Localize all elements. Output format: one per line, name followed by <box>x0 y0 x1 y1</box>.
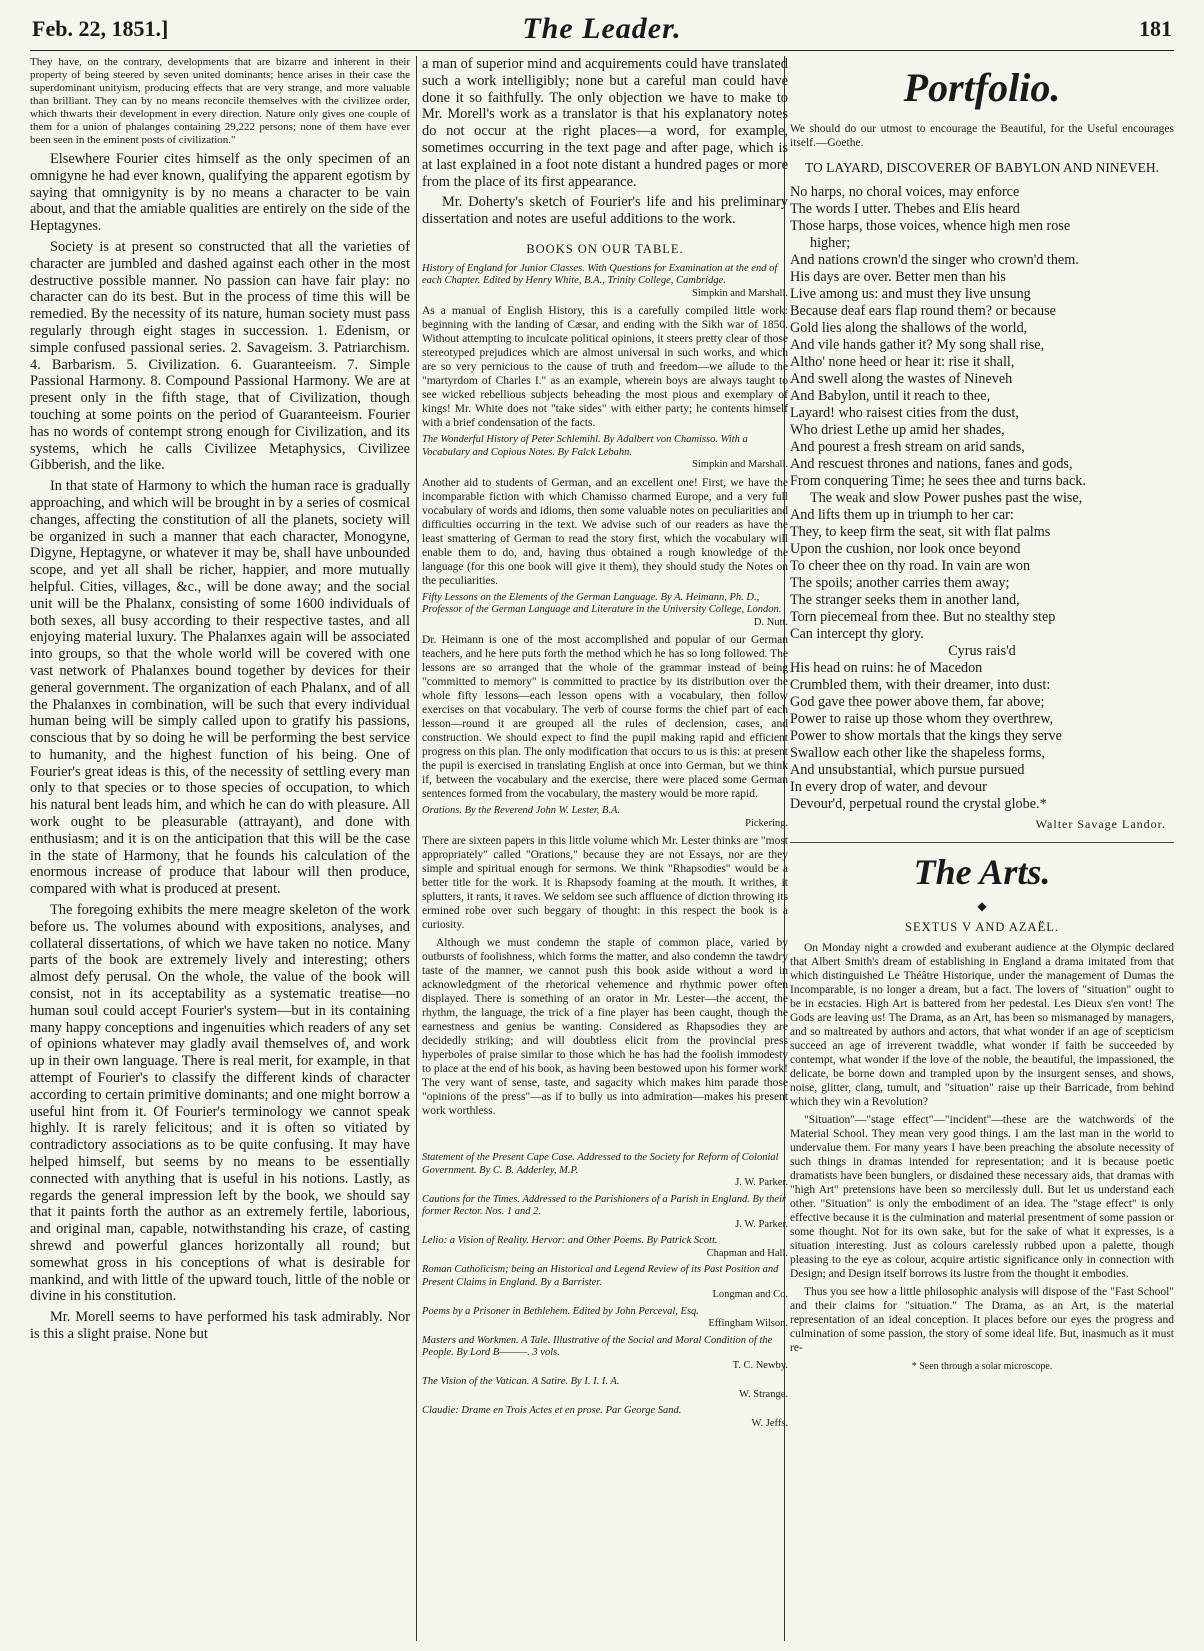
poem-line: Layard! who raisest cities from the dust, <box>790 404 1019 421</box>
book-publisher: W. Strange. <box>739 1388 788 1400</box>
poem-line: And nations crown'd the singer who crown'd them. <box>790 251 1079 268</box>
book-entry <box>422 592 788 630</box>
poem-line: Crumbled them, with their dreamer, into dust: <box>790 676 1051 693</box>
poem-line: higher; <box>810 234 851 251</box>
article-paragraph: Thus you see how a little philosophic analysis will dispose of the "Fast School" and their claims for "situation." The Drama, as an Art, is the material representation of an ideal conception. It places before our eyes the progress and culmination of some passion, the story of some ideal life. But, inasmuch as it must re- <box>790 1285 1174 1354</box>
poem-line: Swallow each other like the shapeless forms, <box>790 744 1045 761</box>
column-divider <box>416 56 417 1641</box>
book-publisher: W. Jeffs. <box>751 1417 788 1429</box>
poem-line: The spoils; another carries them away; <box>790 574 1010 591</box>
poem-line: To cheer thee on thy road. In vain are won <box>790 557 1031 574</box>
book-review: There are sixteen papers in this little volume which Mr. Lester thinks are "most appropriately" called "Orations," because they are not Essays, nor are they simple and spiritual enough for sermons. We think "Rhapsodies" would be a better title for the work. It is Rhapsody foaming at the mouth. It writhes, it splutters, it rants, it raves. We seldom see such affluence of diction throwing its ermined robe over such beggary of thought: in this respect the book is a curiosity. <box>422 835 788 932</box>
poem-line: From conquering Time; he sees thee and turns back. <box>790 472 1086 489</box>
page-number: 181 <box>1139 16 1172 41</box>
poem-line: And swell along the wastes of Nineveh <box>790 370 1013 387</box>
poem-author: Walter Savage Landor. <box>1035 816 1166 831</box>
book-review: Although we must condemn the staple of common place, varied by outbursts of foolishness, which forms the matter, and also condemn the tawdry taste of the manner, we cannot push this book aside without a word in acknowledgment of the rhetorical vehemence and rhythmic power often displayed. There is something of an orator in Mr. Lester—the accent, the rhythm, the language, the trick of a fine player has been caught, though the earnestness and genius be wanting. Considered as Rhapsodies they are decidedly striking; and will doubtless elicit from the provincial press hyperboles of praise similar to those which he has had the foolish immodesty to place at the end of his book, as having been bestowed upon his former work! The very want of sense, taste, and sagacity which makes him parade those "opinions of the press"—as if to bully us into admiration—makes his present work worthless. <box>422 937 788 1118</box>
poem-line: Gold lies along the shallows of the world, <box>790 319 1028 336</box>
article-paragraph: Elsewhere Fourier cites himself as the only specimen of an omnigyne he had ever known, qualifying the apparent egotism by saying that omnigynity is by no means a character to be vain about, and that the amiable qualities are entirely on the side of the Heptagynes. <box>30 151 410 235</box>
poem-line: God gave thee power above them, far above; <box>790 693 1045 710</box>
book-title: Poems by a Prisoner in Bethlehem. Edited by John Perceval, Esq. <box>422 1305 699 1317</box>
poem-line: Altho' none heed or hear it: rise it shall, <box>790 353 1015 370</box>
poem-line: Those harps, those voices, whence high men rose <box>790 217 1071 234</box>
book-review: Another aid to students of German, and an excellent one! First, we have the incomparable fiction with which Chamisso charmed Europe, and a very full vocabulary of words and idioms, then some valuable notes on peculiarities and difficulties occurring in the text. We advise such of our readers as have the least smattering of German to read the story first, which the vocabulary will enable them to do, and, having thus obtained a rough knowledge of the language (for this one book will give it them), they should study the Notes on the peculiarities. <box>422 476 788 587</box>
poem-line: And unsubstantial, which pursue pursued <box>790 761 1025 778</box>
poem-line: Power to show mortals that the kings they serve <box>790 727 1062 744</box>
article-paragraph: On Monday night a crowded and exuberant audience at the Olympic declared that Albert Smith's dream of establishing in England a drama imitated from that which distinguished Le Théâtre Historique, under the management of Dumas the Incomparable, is no longer a dream, but a fact. The lovers of "situation" ought to be in ecstacies. High Art is battered from her pedestal. Les Dieux s'en vont! The Gods are leaving us! The Drama, as an Art, has been so mismanaged by managers, and so maltreated by authors and actors, that what wonder if an age of scepticism succeed an age of irreverent twaddle, what wonder if faith be succeeded by contempt, what wonder if the love of the noble, the beautiful, the impassioned, the delicate, be borne down and trampled upon by the insurgent senses, and shows, noise, glitter, clang, tumult, and "situation" raise up their Barricade, from behind which they win a Revolution? <box>790 941 1174 1108</box>
book-entry <box>422 1335 788 1373</box>
poem-line: The stranger seeks them in another land, <box>790 591 1020 608</box>
book-entry <box>422 1194 788 1232</box>
article-title: SEXTUS V AND AZAËL. <box>905 919 1059 934</box>
book-entry <box>422 1306 788 1331</box>
portfolio-heading: Portfolio. <box>903 65 1061 110</box>
poem-line: Can intercept thy glory. <box>790 625 924 642</box>
poem-line: Torn piecemeal from thee. But no stealthy step <box>790 608 1056 625</box>
poem-title: TO LAYARD, DISCOVERER OF BABYLON AND NINEVEH. <box>804 160 1160 175</box>
poem-line: Power to raise up those whom they overthrew, <box>790 710 1054 727</box>
poem-line: The weak and slow Power pushes past the wise, <box>810 489 1083 506</box>
poem-line: Upon the cushion, nor look once beyond <box>790 540 1021 557</box>
poem-line: They, to keep firm the seat, sit with flat palms <box>790 523 1051 540</box>
footnote: * Seen through a solar microscope. <box>911 1360 1053 1372</box>
book-title: Statement of the Present Cape Case. Addressed to the Society for Reform of Colonial Government. By C. B. Adderley, M.P. <box>422 1152 779 1176</box>
book-publisher: Pickering. <box>745 817 788 829</box>
ornament-icon: ◆ <box>977 898 987 913</box>
portfolio-motto: We should do our utmost to encourage the Beautiful, for the Useful encourages itself.—Goethe. <box>790 123 1174 149</box>
book-publisher: J. W. Parker. <box>735 1177 788 1189</box>
article-paragraph: Society is at present so constructed that all the varieties of character are jumbled and dashed against each other in the most destructive possible manner. No passion can have fair play: no character can do its best. But in the process of time this will be remedied. By the necessity of its nature, human society must pass regularly through eight stages in succession. 1. Edenism, or simple confused passional series. 2. Savageism. 3. Patriarchism. 4. Barbarism. 5. Civilization. 6. Guaranteeism. 7. Simple Passional Harmony. 8. Compound Passional Harmony. We are at present only in the fifth stage, that of Civilization, though touching at some points on the period of Guaranteeism. Fourier has no words of contempt strong enough for Civilization, and its systems, which he calls Civilizee Metaphysics, Civilizee Gibberish, and the like. <box>30 238 410 474</box>
book-title: Lelio: a Vision of Reality. Hervor: and Other Poems. By Patrick Scott. <box>422 1235 718 1247</box>
poem-line: And Babylon, until it reach to thee, <box>790 387 991 404</box>
book-entry <box>422 1376 788 1401</box>
book-publisher: D. Nutt. <box>753 616 788 628</box>
book-entry <box>422 263 788 301</box>
article-paragraph: "Situation"—"stage effect"—"incident"—these are the watchwords of the Material School. They mean very good things. I am the last man in the world to undervalue them. For many years I have been preaching the absolute necessity of such things in dramas intended for representation; and it is because poetic dramatists have been bunglers, or disdained these necessary aids, that dramas with "high Art" pretensions have been so mercilessly dull. But let us understand each other. "Situation" is only the embodiment of an idea. The "stage effect" is only effective because it is the culmination and material presentment of some passion or some thought. Not for its own sake, but for the sake of what it expresses, is a situation interesting. Just as colours carelessly rubbed upon a palette, though pleasing to the eye as colour, acquire artistic significance only in connection with Design; and Design itself borrows its lustre from the thought it embodies. <box>790 1113 1174 1280</box>
article-paragraph: a man of superior mind and acquirements could have translated such a work intelligibly; none but a careful man could have done it so faithfully. The only objection we have to make to Mr. Morell's work as a translator is that his explanatory notes do not occur at the right places—a word, for example, sometimes occurring in the text page and after page, which is at last explained in a foot note distant a hundred pages or more from the place of its first appearance. <box>422 56 788 190</box>
issue-date: Feb. 22, 1851.] <box>32 16 169 41</box>
article-paragraph: Mr. Doherty's sketch of Fourier's life and his preliminary dissertation and notes are useful additions to the work. <box>422 194 788 228</box>
poem-line: Live among us: and must they live unsung <box>790 285 1031 302</box>
spacer <box>422 1122 788 1150</box>
poem-line: And lifts them up in triumph to her car: <box>790 506 1014 523</box>
article-paragraph: Mr. Morell seems to have performed his task admirably. Nor is this a slight praise. None but <box>30 1309 410 1342</box>
book-publisher: Simpkin and Marshall. <box>692 459 788 471</box>
book-publisher: Longman and Co. <box>712 1289 788 1301</box>
poem-line: His head on ruins: he of Macedon <box>790 659 983 676</box>
book-title: The Vision of the Vatican. A Satire. By I. I. I. A. <box>422 1376 620 1388</box>
column-right <box>790 56 1174 1641</box>
book-publisher: Chapman and Hall. <box>706 1247 788 1259</box>
book-review: Dr. Heimann is one of the most accomplished and popular of our German teachers, and he here puts forth the method which he has so long followed. The lessons are so arranged that the whole of the grammar instead of being "committed to memory" is committed to practice by its distribution over the whole fifty lessons—each lesson opens with a vocabulary, then follow exercises on that vocabulary. The verb of course forms the chief part of each lesson—round it are grouped all the rules of declension, cases, and construction. We should expect to find the pupil making rapid and efficient progress on this plan. The only modification that occurs to us is this: at present the pupil is exercised in translating English at once into German, but we think if, between the vocabulary and the exercise, there were placed some German sentences formed from the vocabulary, the mastery would be more rapid. <box>422 634 788 801</box>
book-entry <box>422 434 788 472</box>
poem-line: In every drop of water, and devour <box>790 778 987 795</box>
book-title: The Wonderful History of Peter Schlemihl. By Adalbert von Chamisso. With a Vocabulary and Copious Notes. By Falck Lebahn. <box>422 434 748 458</box>
section-separator <box>790 842 1174 843</box>
book-publisher: J. W. Parker. <box>735 1218 788 1230</box>
poem-line: No harps, no choral voices, may enforce <box>790 183 1020 200</box>
page-header <box>30 10 1174 51</box>
book-entry <box>422 1405 788 1430</box>
poem-line: Cyrus rais'd <box>948 642 1016 659</box>
book-entry <box>422 805 788 830</box>
fourier-quote: They have, on the contrary, developments that are bizarre and inherent in their property of being steered by seven united dominants; hence arises in their case the superdominant unityism, producing effects that are very strange, and more valuable than brilliant. They can by no means reconcile themselves with the civilizee order, which thwarts their development in every direction. Nature only gives one couple of them for a union of phalanges containing 29,222 persons; none of them have ever been seen in the eminent posts of civilization." <box>30 56 410 146</box>
book-title: Roman Catholicism; being an Historical and Legend Review of its Past Position and Present Claims in England. By a Barrister. <box>422 1264 779 1288</box>
masthead-title: The Leader. <box>522 12 682 45</box>
book-entry <box>422 1264 788 1302</box>
book-publisher: Simpkin and Marshall. <box>692 287 788 299</box>
book-title: History of England for Junior Classes. With Questions for Examination at the end of each Chapter. Edited by Henry White, B.A., Trinity College, Cambridge. <box>422 262 778 287</box>
column-middle <box>422 56 788 1641</box>
poem-body <box>790 184 1174 813</box>
book-review: As a manual of English History, this is a carefully compiled little work: beginning with the landing of Cæsar, and ending with the Sikh war of 1850. Without attempting to inculcate political opinions, it steers pretty clear of those stereotyped prejudices which are almost universal in such works, and which are so very pernicious to the cause of truth and freedom—we allude to the "martyrdom of Charles I." as an example, wherein boys are always taught to see wicked rebellious subjects beheading the most pious and exemplary of kings! Mr. White does not "take sides" with either party; he contents himself with a brief condensation of the facts. <box>422 305 788 430</box>
poem-line: The words I utter. Thebes and Elis heard <box>790 200 1020 217</box>
poem-line: Devour'd, perpetual round the crystal globe.* <box>790 795 1047 812</box>
book-entry <box>422 1235 788 1260</box>
book-title: Fifty Lessons on the Elements of the German Language. By A. Heimann, Ph. D., Professor of the German Language and Literature in the University College, London. <box>422 591 782 616</box>
book-title: Cautions for the Times. Addressed to the Parishioners of a Parish in England. By their former Rector. Nos. 1 and 2. <box>422 1193 786 1218</box>
book-publisher: Effingham Wilson. <box>708 1318 788 1330</box>
article-paragraph: In that state of Harmony to which the human race is gradually approaching, and which will be brought in by a series of cosmical changes, affecting the constitution of all the planets, society will be organized in such a manner that each character, Monogyne, Digyne, Heptagyne, or whatever it may be, shall have unbounded scope, and yet all shall be richer, happier, and more mutually helpful. Cities, villages, &c., will be done away; and the social unit will be the Phalanx, consisting of some 1600 individuals of both sexes, all busy according to their respective tastes, and all enjoying material luxury. The Phalanxes again will be associated into groups, so that the whole world will be covered with one vast network of Phalanxes bound together by devices for their general government. The organization of each Phalanx, and of all the Phalanxes in combination, will be such that every individual human being will be simply called upon to gratify his passions, conscious that by so doing he will be performing the best service to humanity, and the highest function of his being. One of Fourier's great ideas is this, of the necessity of settling every man only to that species or to those species of occupation, to which his natural bent leads him, and which he can do with pleasure. All work ought to be pleasurable (attrayant), and done with enthusiasm; and it is on the anticipation that this will be the case in the state of Harmony, that he founds his calculation of the enormous increase of produce that labour will then produce, compared with what is produced at present. <box>30 478 410 898</box>
poem-line: And rescuest thrones and nations, fanes and gods, <box>790 455 1073 472</box>
poem-line: And pourest a fresh stream on arid sands, <box>790 438 1025 455</box>
book-title: Masters and Workmen. A Tale. Illustrative of the Social and Moral Condition of the People. By Lord B———. 3 vols. <box>422 1334 773 1359</box>
section-heading-books: BOOKS ON OUR TABLE. <box>526 241 684 256</box>
poem-line: And vile hands gather it? My song shall rise, <box>790 336 1045 353</box>
book-title: Claudie: Drame en Trois Actes et en prose. Par George Sand. <box>422 1405 682 1417</box>
column-left <box>30 56 410 1641</box>
article-paragraph: The foregoing exhibits the mere meagre skeleton of the work before us. The volumes abound with expositions, analyses, and collateral dissertations, of which we have taken no notice. Many parts of the book are extremely lively and interesting; others almost defy perusal. On the whole, the value of the book will consist, not in its acceptability as a systematic treatise—no human soul could accept Fourier's system—but in its containing many happy conceptions and ingenuities which readers of any set of opinions whatever may gladly avail themselves of, and work up in their own language. There is real merit, for example, in that attempt of Fourier's to classify the different kinds of character according to certain primitive dominants; and one might borrow a useful hint from it. Of Fourier's terminology we cannot speak highly. It is rarely felicitous; and it is often so vitiated by contradictory associations as to be quite confusing. It may have helped himself, but seems by no means to be essentially connected with anything that is useful in his notions. Lastly, as regards the general impression left by the book, we should say that it paints forth the author as an extremely fertile, laborious, and original man, capable, notwithstanding his craze, of casting shrewd and powerful glances horizontally all round; but somewhat gross in his conceptions of what is desirable for mankind, and with little of the upward touch, little of the noble or divine in his constitution. <box>30 902 410 1305</box>
poem-line: His days are over. Better men than his <box>790 268 1006 285</box>
poem-line: Who driest Lethe up amid her shades, <box>790 421 1005 438</box>
book-title: Orations. By the Reverend John W. Lester, B.A. <box>422 805 621 817</box>
poem-line: Because deaf ears flap round them? or because <box>790 302 1056 319</box>
book-entry <box>422 1152 788 1190</box>
arts-heading: The Arts. <box>913 851 1051 892</box>
book-publisher: T. C. Newby. <box>732 1359 788 1371</box>
